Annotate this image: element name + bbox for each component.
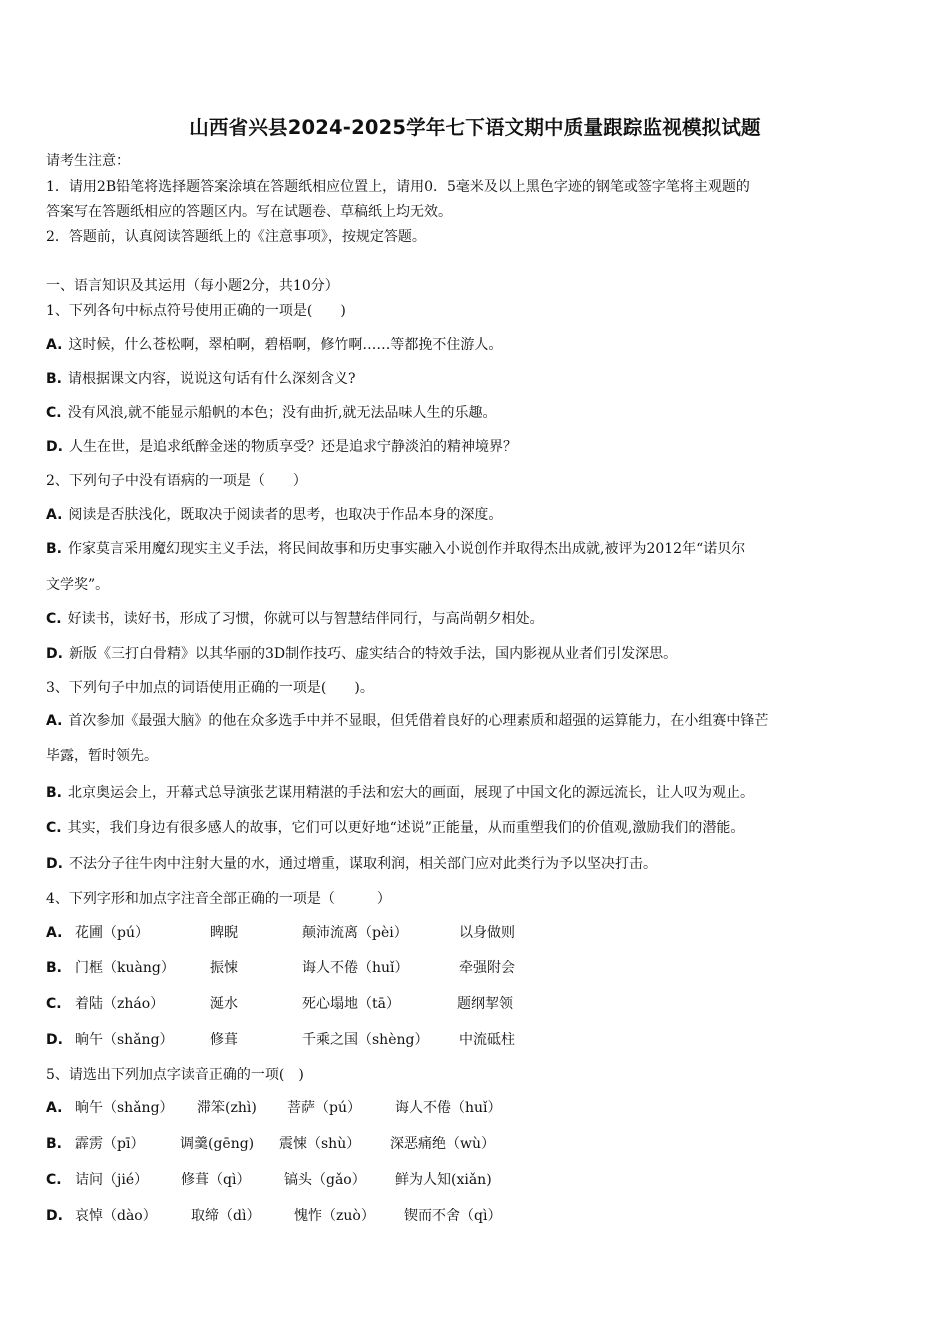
q4-stem: 4、下列字形和加点字注音全部正确的一项是（ ）	[46, 891, 391, 907]
notice-item-2: 2．答题前，认真阅读答题纸上的《注意事项》，按规定答题。	[46, 229, 426, 245]
exam-title: 山西省兴县2024-2025学年七下语文期中质量跟踪监视模拟试题	[189, 116, 761, 139]
q2-option-c: C. 好读书，读好书，形成了习惯，你就可以与智慧结伴同行，与高尚朝夕相处。	[46, 611, 544, 627]
q3-stem: 3、下列句子中加点的词语使用正确的一项是( )。	[46, 680, 374, 696]
q3-option-a-line-2: 毕露，暂时领先。	[46, 748, 158, 764]
q2-stem: 2、下列句子中没有语病的一项是（ ）	[46, 473, 307, 489]
section-heading: 一、语言知识及其运用（每小题2分，共10分）	[46, 278, 339, 294]
q3-option-d: D. 不法分子往牛肉中注射大量的水，通过增重，谋取利润，相关部门应对此类行为予以坚决打击。	[46, 856, 657, 872]
q5-stem: 5、请选出下列加点字读音正确的一项( )	[46, 1067, 304, 1083]
q1-option-c: C. 没有风浪,就不能显示船帆的本色；没有曲折,就无法品味人生的乐趣。	[46, 405, 497, 421]
q2-option-b-line-2: 文学奖”。	[46, 577, 110, 593]
q1-stem: 1、下列各句中标点符号使用正确的一项是( )	[46, 303, 346, 319]
q2-option-a: A. 阅读是否肤浅化，既取决于阅读者的思考，也取决于作品本身的深度。	[46, 507, 503, 523]
notice-item-1-line-2: 答案写在答题纸相应的答题区内。写在试题卷、草稿纸上均无效。	[46, 204, 452, 220]
notice-item-1-line-1: 1．请用2B铅笔将选择题答案涂填在答题纸相应位置上，请用0．5毫米及以上黑色字迹的钢笔或签字笔将主观题的	[46, 179, 750, 195]
q3-option-b: B. 北京奥运会上，开幕式总导演张艺谋用精湛的手法和宏大的画面，展现了中国文化的源远流长，让人叹为观止。	[46, 785, 754, 801]
q1-option-d: D. 人生在世，是追求纸醉金迷的物质享受？还是追求宁静淡泊的精神境界？	[46, 439, 517, 455]
exam-page: 山西省兴县2024-2025学年七下语文期中质量跟踪监视模拟试题 请考生注意： 1．请用2B铅笔将选择题答案涂填在答题纸相应位置上，请用0．5毫米及以上黑色字迹的钢笔或签字笔将主观题的 答案写在答题纸相应的答题区内。写在试题卷、草稿纸上均无效。 2．答题前，认真阅读答题纸上的《注意事项》，按规定答题。 一、语言知识及其运用（每小题2分，共10分） 1、下列各句中标点符号使用正确的一项是( ) A. 这时候，什么苍松啊，翠柏啊，碧梧啊，修竹啊……等都挽不住游人。 B. 请根据课文内容，说说这句话有什么深刻含义? C. 没有风浪,就不能显示船帆的本色；没有曲折,就无法品味人生的乐趣。 D. 人生在世，是追求纸醉金迷的物质享受？还是追求宁静淡泊的精神境界？ 2、下列句子中没有语病的一项是（ ） A. 阅读是否肤浅化，既取决于阅读者的思考，也取决于作品本身的深度。 B. 作家莫言采用魔幻现实主义手法，将民间故事和历史事实融入小说创作并取得杰出成就,被评为2012年“诺贝尔 文学奖”。 C. 好读书，读好书，形成了习惯，你就可以与智慧结伴同行，与高尚朝夕相处。 D. 新版《三打白骨精》以其华丽的3D制作技巧、虚实结合的特效手法，国内影视从业者们引发深思。 3、下列句子中加点的词语使用正确的一项是( )。 A. 首次参加《最强大脑》的他在众多选手中并不显眼，但凭借着良好的心理素质和超强的运算能力，在小组赛中锋芒 毕露，暂时领先。 B. 北京奥运会上，开幕式总导演张艺谋用精湛的手法和宏大的画面，展现了中国文化的源远流长，让人叹为观止。 C. 其实，我们身边有很多感人的故事，它们可以更好地“述说”正能量，从而重塑我们的价值观,激励我们的潜能。 D. 不法分子往牛肉中注射大量的水，通过增重，谋取利润，相关部门应对此类行为予以坚决打击。 4、下列字形和加点字注音全部正确的一项是（ ） A. 花圃（pú） 睥睨 颠沛流离（pèi） 以身做则 B. 门框（kuàng） 振悚 诲人不倦（huǐ） 牵强附会 C. 着陆（zháo） 涎水 死心塌地（tā） 题纲挈领 D. 晌午（shǎng） 修葺 千乘之国（shèng） 中流砥柱 5、请选出下列加点字读音正确的一项( ) A. 晌午（shǎng） 滞笨(zhì) 菩萨（pú） 诲人不倦（huǐ） B. 霹雳（pī） 调羹(gēng) 震悚（shù） 深恶痛绝（wù） C. 诘问（jié） 修葺（qì） 镐头（gǎo） 鲜为人知(xiǎn) D. 哀悼（dào） 取缔（dì） 愧怍（zuò） 锲而不舍（qì）	[0, 0, 950, 1344]
q1-option-a: A. 这时候，什么苍松啊，翠柏啊，碧梧啊，修竹啊……等都挽不住游人。	[46, 337, 503, 353]
q1-option-b: B. 请根据课文内容，说说这句话有什么深刻含义?	[46, 371, 356, 387]
q3-option-c: C. 其实，我们身边有很多感人的故事，它们可以更好地“述说”正能量，从而重塑我们的价值观,激励我们的潜能。	[46, 820, 745, 836]
notice-heading: 请考生注意：	[46, 153, 130, 169]
q3-option-a-line-1: A. 首次参加《最强大脑》的他在众多选手中并不显眼，但凭借着良好的心理素质和超强的运算能力，在小组赛中锋芒	[46, 713, 769, 729]
q2-option-b-line-1: B. 作家莫言采用魔幻现实主义手法，将民间故事和历史事实融入小说创作并取得杰出成就,被评为2012年“诺贝尔	[46, 541, 746, 557]
q2-option-d: D. 新版《三打白骨精》以其华丽的3D制作技巧、虚实结合的特效手法，国内影视从业者们引发深思。	[46, 646, 678, 662]
